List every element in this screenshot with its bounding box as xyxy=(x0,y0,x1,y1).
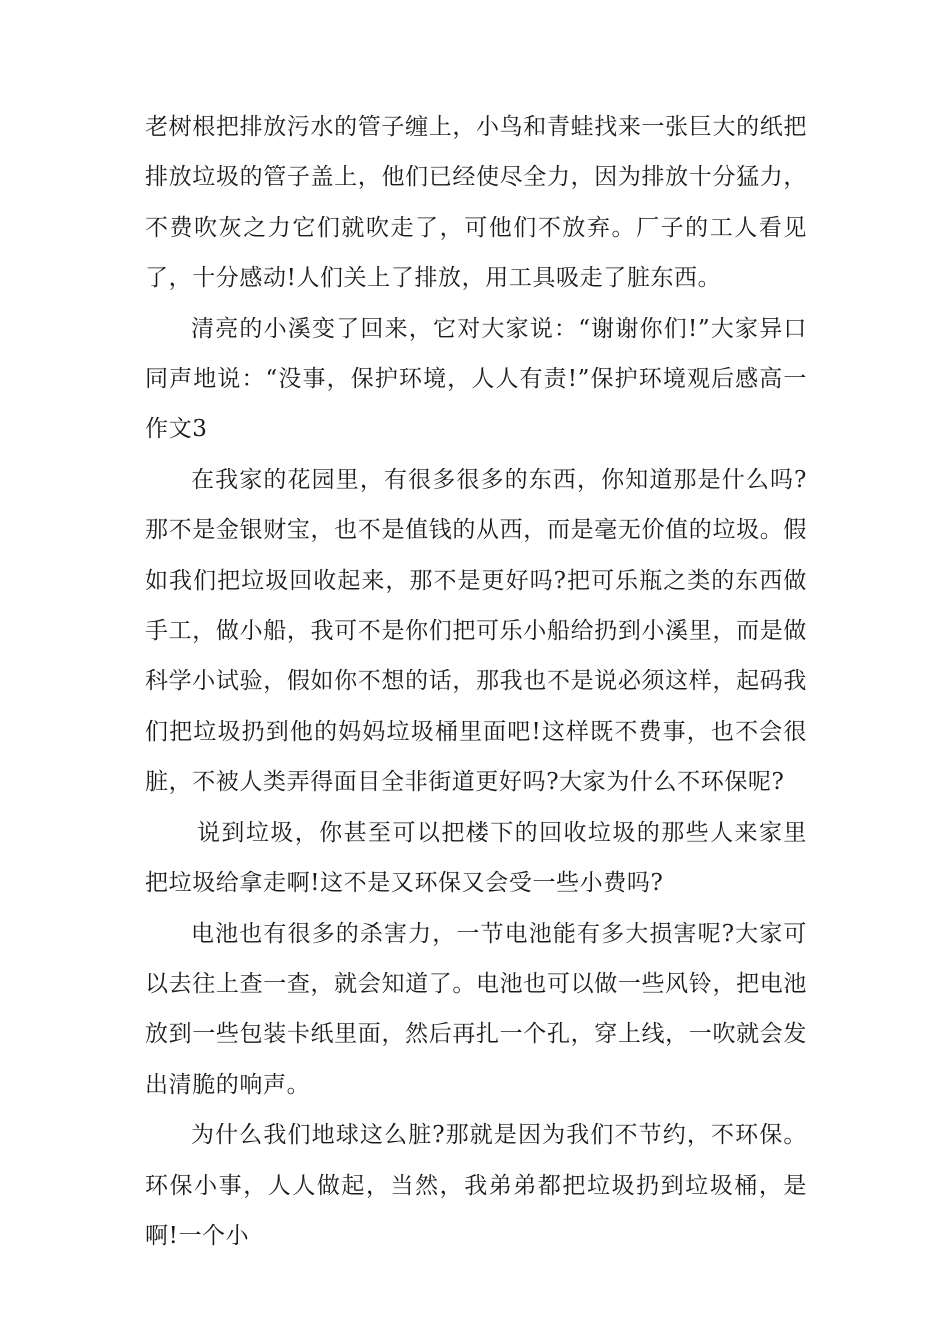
paragraph-batteries: 电池也有很多的杀害力，一节电池能有多大损害呢?大家可以去往上查一查，就会知道了。电池也可以做一些风铃，把电池放到一些包装卡纸里面，然后再扎一个孔，穿上线，一吹就会发出清脆的响声。 xyxy=(145,920,807,1098)
paragraph-garden-garbage: 在我家的花园里，有很多很多的东西，你知道那是什么吗?那不是金银财宝，也不是值钱的从西，而是毫无价值的垃圾。假如我们把垃圾回收起来，那不是更好吗?把可乐瓶之类的东西做手工，做小船，我可不是你们把可乐小船给扔到小溪里，而是做科学小试验，假如你不想的话，那我也不是说必须这样，起码我们把垃圾扔到他的妈妈垃圾桶里面吧!这样既不费事，也不会很脏，不被人类弄得面目全非街道更好吗?大家为什么不环保呢? xyxy=(145,466,807,796)
document-body xyxy=(145,102,807,1261)
paragraph-dirty-earth: 为什么我们地球这么脏?那就是因为我们不节约，不环保。环保小事，人人做起，当然，我弟弟都把垃圾扔到垃圾桶，是啊!一个小 xyxy=(145,1122,807,1249)
paragraph-continued: 老树根把排放污水的管子缠上，小鸟和青蛙找来一张巨大的纸把排放垃圾的管子盖上，他们已经使尽全力，因为排放十分猛力，不费吹灰之力它们就吹走了，可他们不放弃。厂子的工人看见了，十分感动!人们关上了排放，用工具吸走了脏东西。 xyxy=(145,114,807,292)
paragraph-recycling-collectors: 说到垃圾，你甚至可以把楼下的回收垃圾的那些人来家里把垃圾给拿走啊!这不是又环保又会受一些小费吗? xyxy=(145,819,807,897)
paragraph-stream-restored: 清亮的小溪变了回来，它对大家说：“谢谢你们!”大家异口同声地说：“没事，保护环境，人人有责!”保护环境观后感高一作文3 xyxy=(145,315,807,443)
